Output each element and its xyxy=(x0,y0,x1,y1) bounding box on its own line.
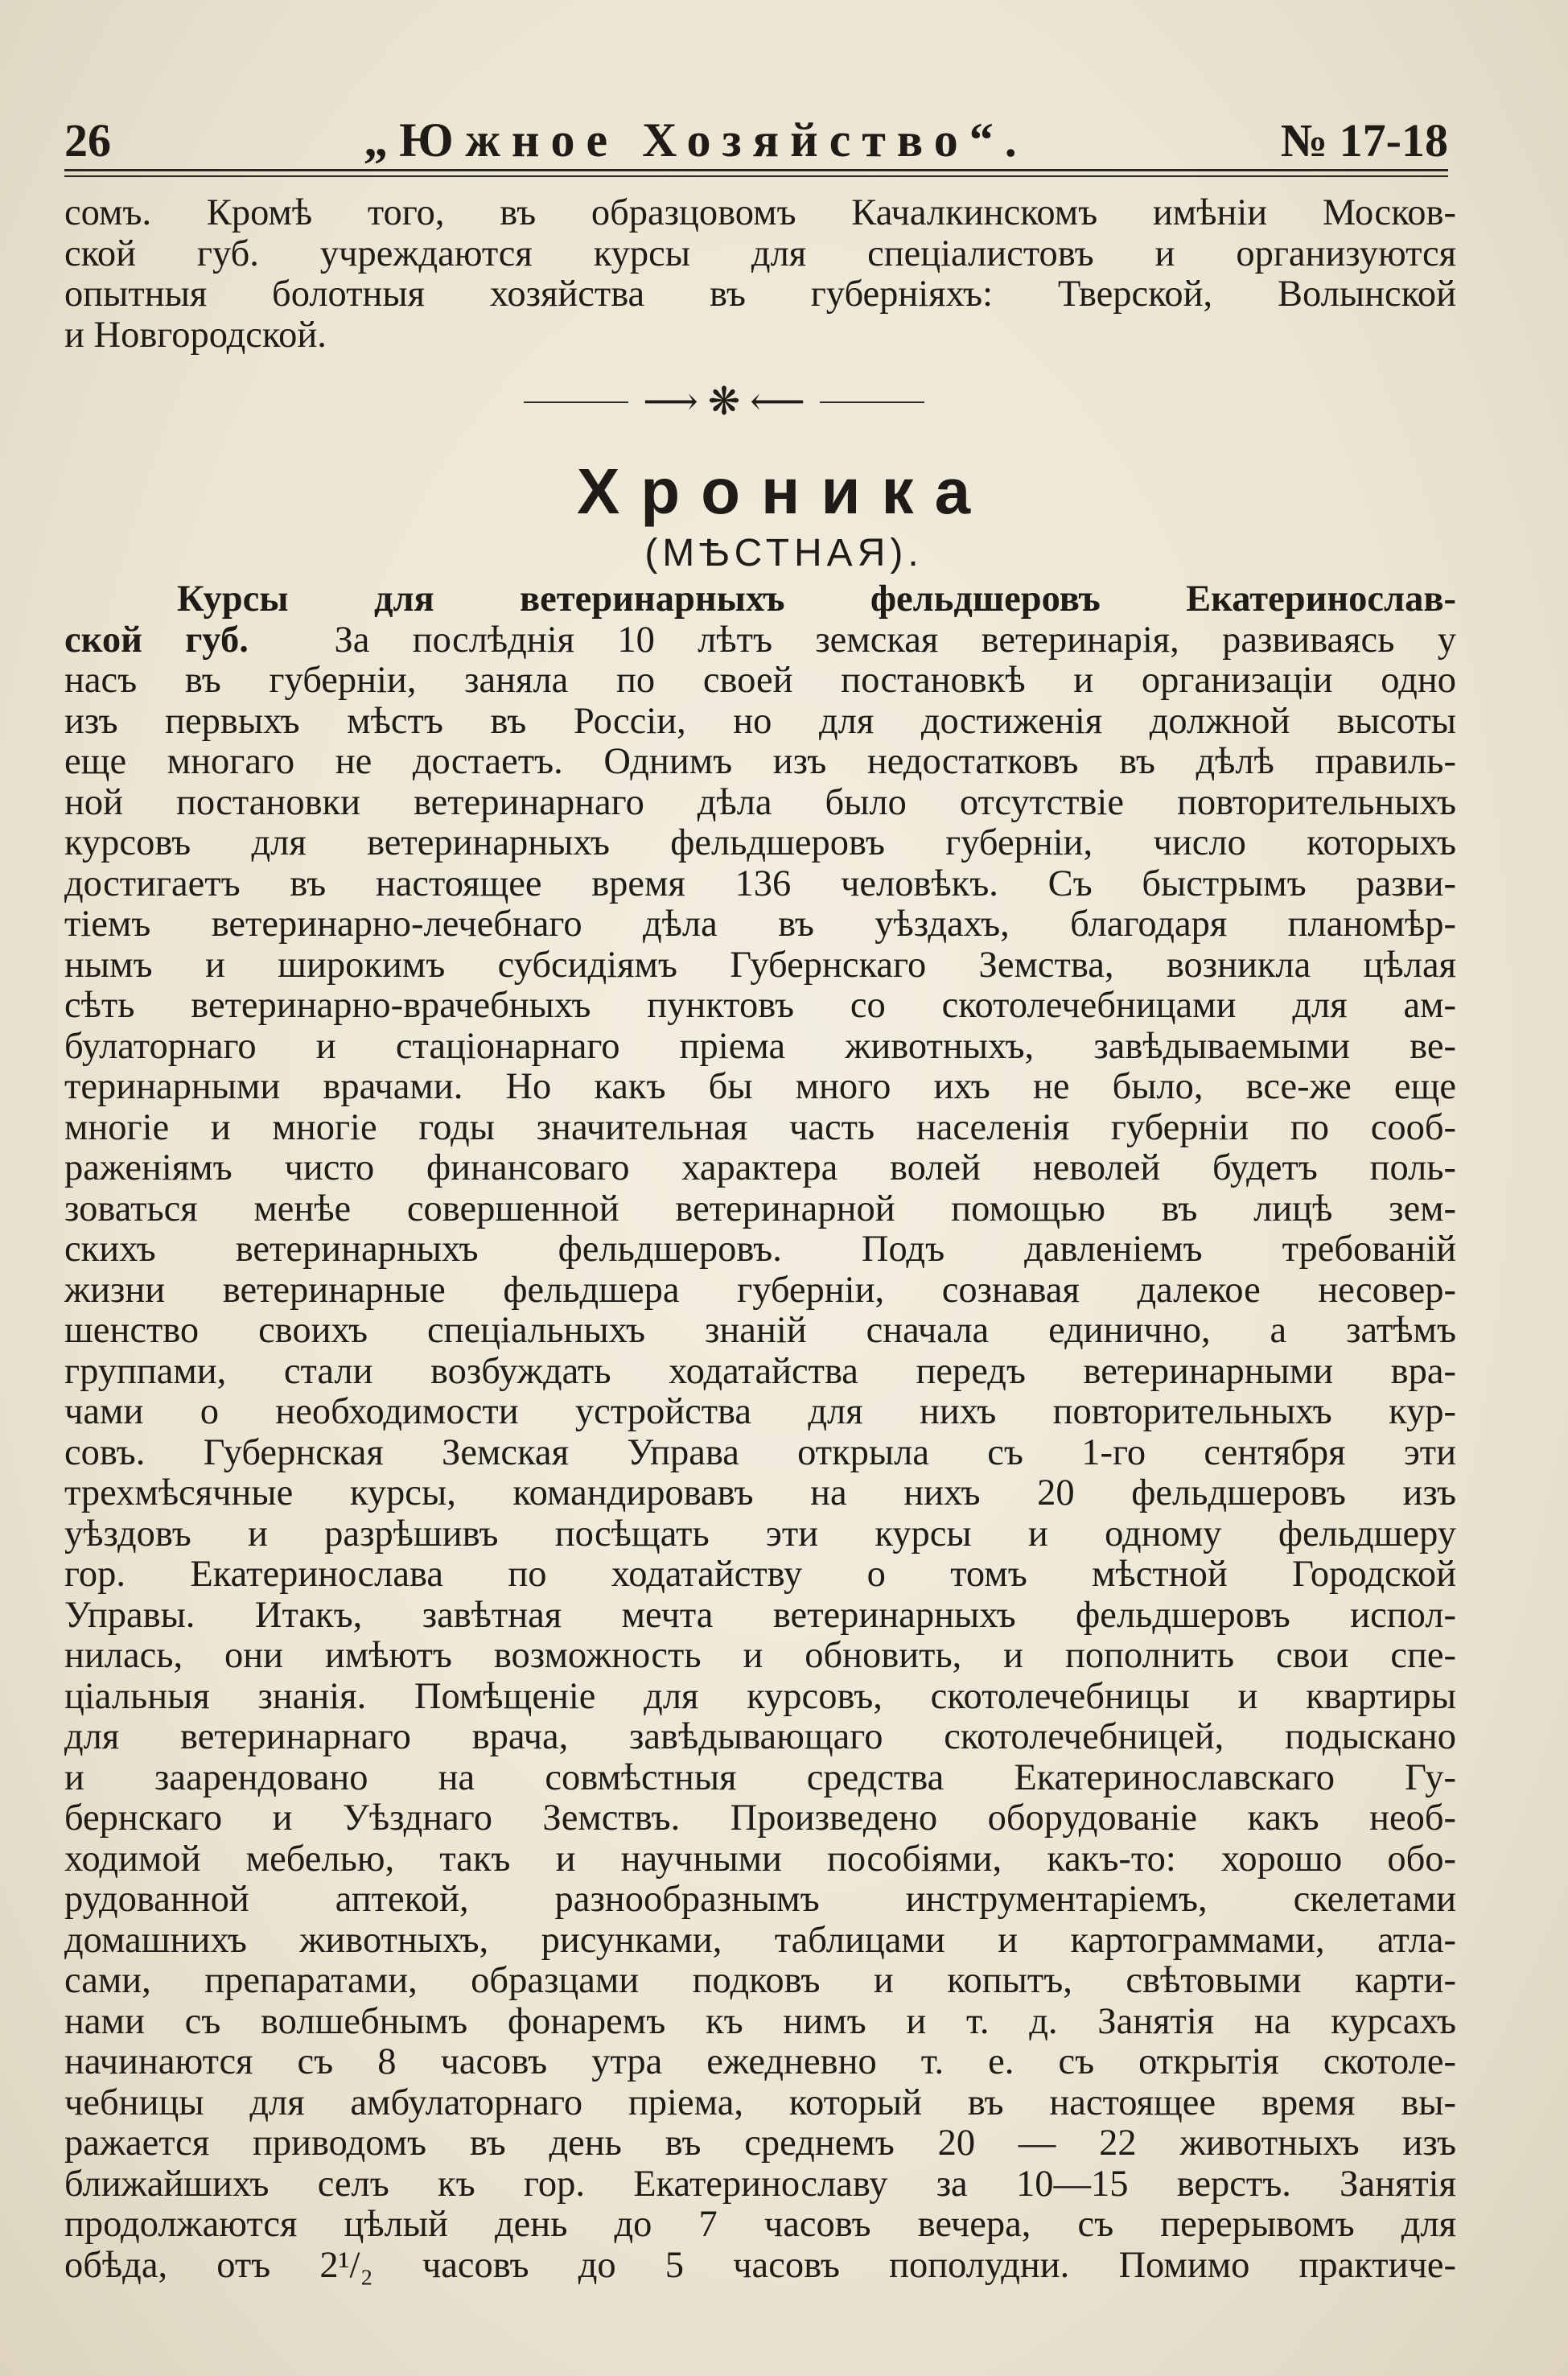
text-line: курсовъ для ветеринарныхъ фельдшеровъ губерніи, число которыхъ xyxy=(64,823,1456,863)
article-heading: Курсы для ветеринарныхъ фельдшеровъ Екатеринослав- xyxy=(177,579,1456,620)
text-line: теринарными врачами. Но какъ бы много ихъ не было, все-же еще xyxy=(64,1067,1456,1107)
continuation-paragraph xyxy=(64,193,1456,356)
text-line-rest: За послѣднія 10 лѣтъ земская ветеринарія, развиваясь у xyxy=(334,620,1456,661)
text-line: сѣть ветеринарно-врачебныхъ пунктовъ со скотолечебницами для ам- xyxy=(64,986,1456,1026)
issue-number: № 17-18 xyxy=(1280,114,1448,167)
text-line: и заарендовано на совмѣстныя средства Екатеринославскаго Гу- xyxy=(64,1757,1456,1798)
text-line: обѣда, отъ 2¹/₂ часовъ до 5 часовъ пополудни. Помимо практиче- xyxy=(64,2245,1456,2286)
text-line: гор. Екатеринослава по ходатайству о томъ мѣстной Городской xyxy=(64,1554,1456,1595)
text-line: продолжаются цѣлый день до 7 часовъ вечера, съ перерывомъ для xyxy=(64,2205,1456,2245)
text-line: еще многаго не достаетъ. Однимъ изъ недостатковъ въ дѣлѣ правиль- xyxy=(64,742,1456,782)
text-line: достигаетъ въ настоящее время 136 человѣкъ. Съ быстрымъ разви- xyxy=(64,863,1456,904)
page-number: 26 xyxy=(64,114,111,167)
text-line: ской губ. учреждаются курсы для спеціалистовъ и организуются xyxy=(64,233,1456,274)
text-line: домашнихъ животныхъ, рисунками, таблицами и картограммами, атла- xyxy=(64,1920,1456,1961)
header-rule xyxy=(64,169,1448,171)
text-line: Управы. Итакъ, завѣтная мечта ветеринарныхъ фельдшеровъ испол- xyxy=(64,1595,1456,1636)
text-line: рудованной аптекой, разнообразнымъ инструментаріемъ, скелетами xyxy=(64,1880,1456,1920)
text-line: ражается приводомъ въ день въ среднемъ 20 — 22 животныхъ изъ xyxy=(64,2123,1456,2164)
section-title: Хроника xyxy=(576,455,992,527)
text-line: сомъ. Кромѣ того, въ образцовомъ Качалкинскомъ имѣніи Москов- xyxy=(64,193,1456,233)
text-line: многіе и многіе годы значительная часть населенія губерніи по сооб- xyxy=(64,1107,1456,1148)
header-rule-thin xyxy=(64,175,1448,177)
ornament-left-line xyxy=(524,401,628,403)
text-line: жизни ветеринарные фельдшера губерніи, сознавая далекое несовер- xyxy=(64,1270,1456,1311)
text-line: ной постановки ветеринарнаго дѣла было отсутствіе повторительныхъ xyxy=(64,782,1456,823)
text-line: нами съ волшебнымъ фонаремъ къ нимъ и т. д. Занятія на курсахъ xyxy=(64,2001,1456,2042)
text-line: тіемъ ветеринарно-лечебнаго дѣла въ уѣздахъ, благодаря планомѣр- xyxy=(64,904,1456,945)
text-line: шенство своихъ спеціальныхъ знаній сначала единично, а затѣмъ xyxy=(64,1311,1456,1351)
ornament-right-line xyxy=(820,401,924,403)
text-line: изъ первыхъ мѣстъ въ Россіи, но для достиженія должной высоты xyxy=(64,701,1456,742)
section-ornament xyxy=(499,378,949,426)
text-line xyxy=(64,620,1456,661)
text-line: и Новгородской. xyxy=(64,315,327,356)
text-line: для ветеринарнаго врача, завѣдывающаго скотолечебницей, подыскано xyxy=(64,1717,1456,1757)
text-line: ходимой мебелью, такъ и научными пособіями, какъ-то: хорошо обо- xyxy=(64,1839,1456,1880)
text-line: сами, препаратами, образцами подковъ и копытъ, свѣтовыми карти- xyxy=(64,1961,1456,2001)
text-line: группами, стали возбуждать ходатайства передъ ветеринарными вра- xyxy=(64,1351,1456,1392)
text-line: совъ. Губернская Земская Управа открыла съ 1-го сентября эти xyxy=(64,1432,1456,1473)
ornament-glyph: ⟶ ❋ ⟵ xyxy=(643,381,805,423)
text-line: чебницы для амбулаторнаго пріема, который въ настоящее время вы- xyxy=(64,2082,1456,2123)
text-line: насъ въ губерніи, заняла по своей постановкѣ и организаціи одно xyxy=(64,661,1456,701)
text-line: нилась, они имѣютъ возможность и обновить, и пополнить свои спе- xyxy=(64,1636,1456,1676)
text-line: уѣздовъ и разрѣшивъ посѣщать эти курсы и одному фельдшеру xyxy=(64,1513,1456,1554)
text-line: булаторнаго и стаціонарнаго пріема животныхъ, завѣдываемыми ве- xyxy=(64,1026,1456,1067)
article-body xyxy=(64,579,1456,2286)
article-heading-cont: ской губ. xyxy=(64,620,249,661)
text-line: раженіямъ чисто финансоваго характера волей неволей будетъ поль- xyxy=(64,1148,1456,1188)
text-line: скихъ ветеринарныхъ фельдшеровъ. Подъ давленіемъ требованій xyxy=(64,1229,1456,1270)
text-line: начинаются съ 8 часовъ утра ежедневно т. е. съ открытія скотоле- xyxy=(64,2042,1456,2082)
text-line: нымъ и широкимъ субсидіямъ Губернскаго Земства, возникла цѣлая xyxy=(64,945,1456,986)
text-line: опытныя болотныя хозяйства въ губерніяхъ: Тверской, Волынской xyxy=(64,274,1456,315)
text-line: ближайшихъ селъ къ гор. Екатеринославу за 10—15 верстъ. Занятія xyxy=(64,2164,1456,2205)
section-subtitle: (МѢСТНАЯ). xyxy=(644,532,924,574)
text-line: бернскаго и Уѣзднаго Земствъ. Произведено оборудованіе какъ необ- xyxy=(64,1798,1456,1839)
running-header xyxy=(64,113,1448,169)
text-line: ціальныя знанія. Помѣщеніе для курсовъ, скотолечебницы и квартиры xyxy=(64,1676,1456,1717)
text-line: чами о необходимости устройства для нихъ повторительныхъ кур- xyxy=(64,1392,1456,1432)
journal-title: „Южное Хозяйство“. xyxy=(364,113,1028,167)
text-line: зоваться менѣе совершенной ветеринарной помощью въ лицѣ зем- xyxy=(64,1188,1456,1229)
text-line: трехмѣсячные курсы, командировавъ на нихъ 20 фельдшеровъ изъ xyxy=(64,1473,1456,1513)
